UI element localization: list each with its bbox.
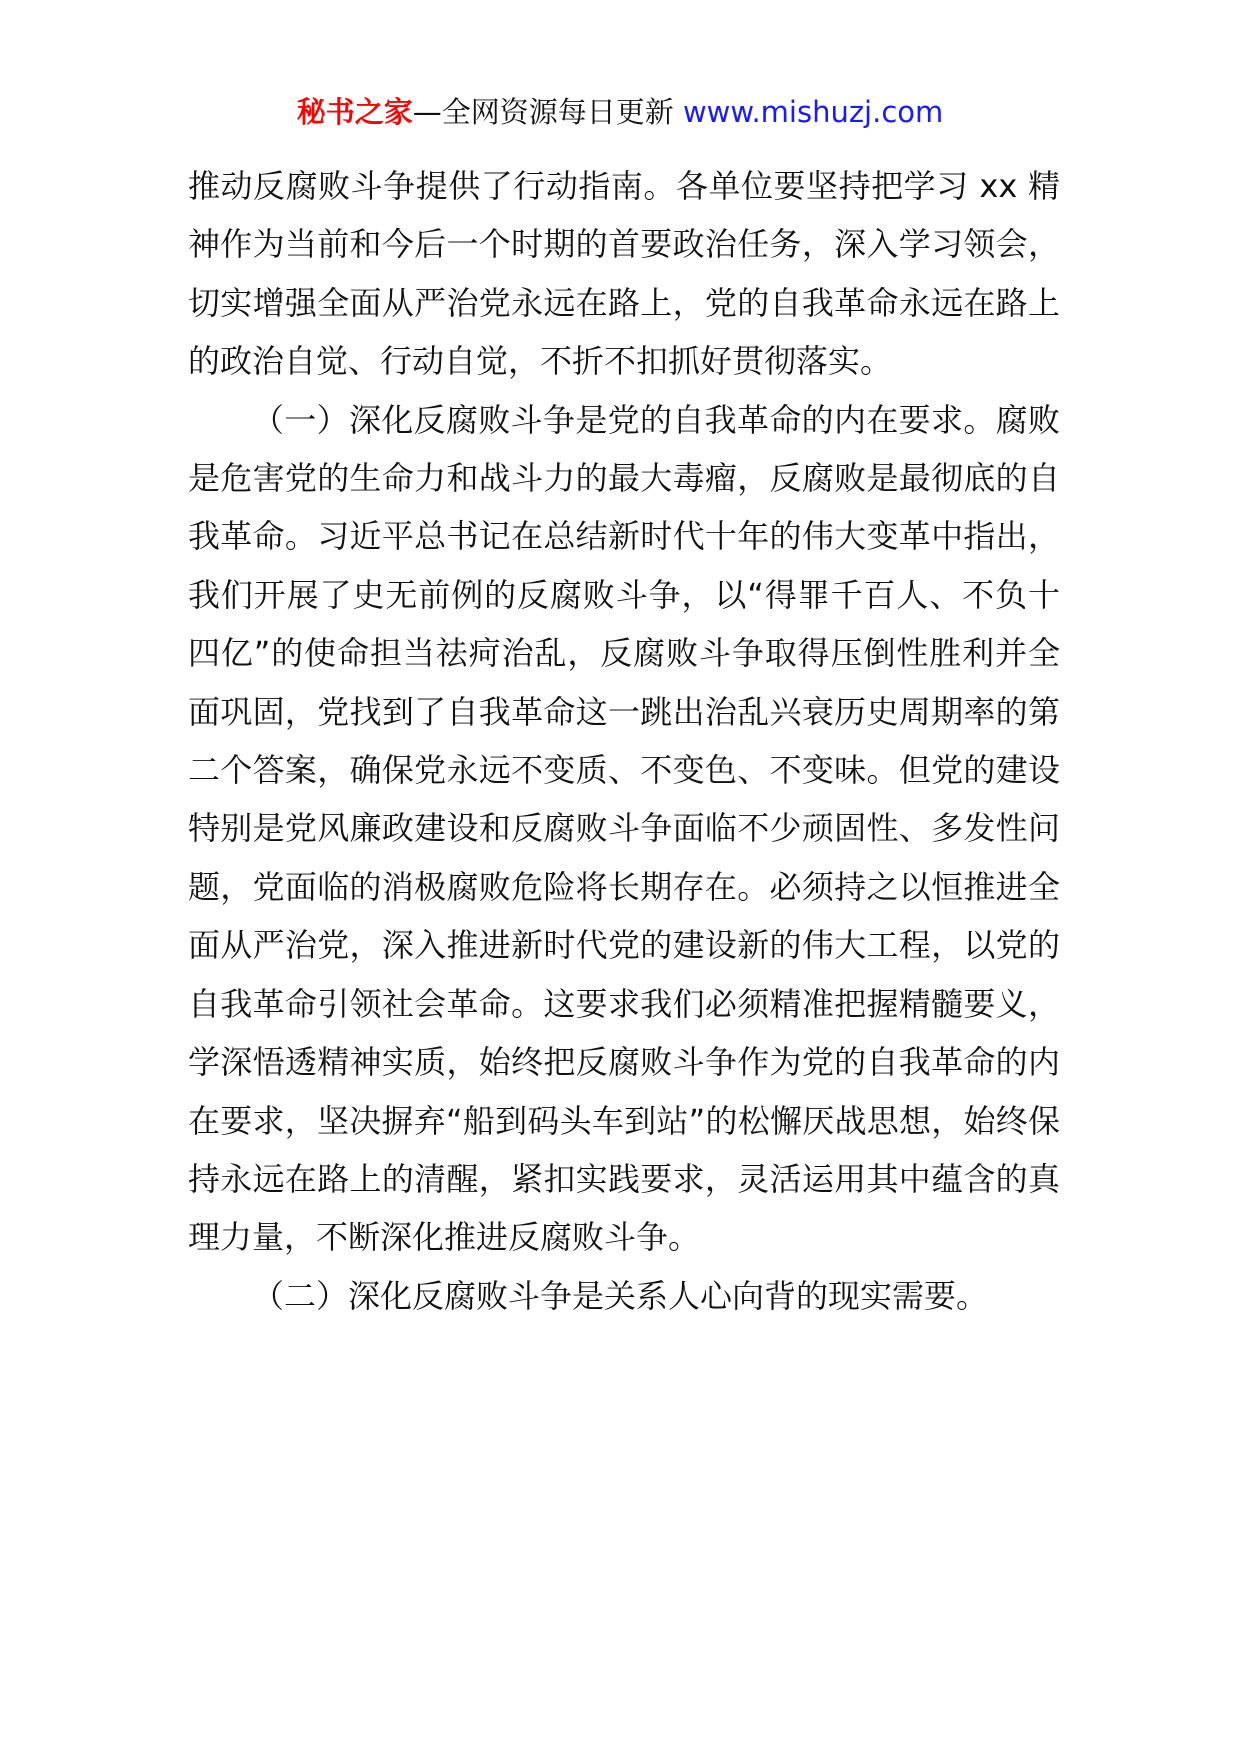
- header-tagline: —全网资源每日更新: [412, 95, 674, 129]
- paragraph-continuation: 推动反腐败斗争提供了行动指南。各单位要坚持把学习 xx 精神作为当前和今后一个时期的首要政治任务，深入学习领会，切实增强全面从严治党永远在路上，党的自我革命永远在路上的政治自觉、行动自觉，不折不扣抓好贯彻落实。: [188, 167, 1060, 381]
- site-header: [0, 92, 1240, 132]
- site-url-link[interactable]: www.mishuzj.com: [682, 95, 944, 129]
- paragraph-section-2-heading: （二）深化反腐败斗争是关系人心向背的现实需要。: [252, 1276, 989, 1315]
- brand-name: 秘书之家: [296, 95, 413, 129]
- paragraph-section-1: （一）深化反腐败斗争是党的自我革命的内在要求。腐败是危害党的生命力和战斗力的最大毒瘤，反腐败是最彻底的自我革命。习近平总书记在总结新时代十年的伟大变革中指出，我们开展了史无前例的反腐败斗争，以“得罪千百人、不负十四亿”的使命担当祛疴治乱，反腐败斗争取得压倒性胜利并全面巩固，党找到了自我革命这一跳出治乱兴衰历史周期率的第二个答案，确保党永远不变质、不变色、不变味。但党的建设特别是党风廉政建设和反腐败斗争面临不少顽固性、多发性问题，党面临的消极腐败危险将长期存在。必须持之以恒推进全面从严治党，深入推进新时代党的建设新的伟大工程，以党的自我革命引领社会革命。这要求我们必须精准把握精髓要义，学深悟透精神实质，始终把反腐败斗争作为党的自我革命的内在要求，坚决摒弃“船到码头车到站”的松懈厌战思想，始终保持永远在路上的清醒，紧扣实践要求，灵活运用其中蕴含的真理力量，不断深化推进反腐败斗争。: [188, 400, 1060, 1257]
- document-body: [188, 157, 1060, 1325]
